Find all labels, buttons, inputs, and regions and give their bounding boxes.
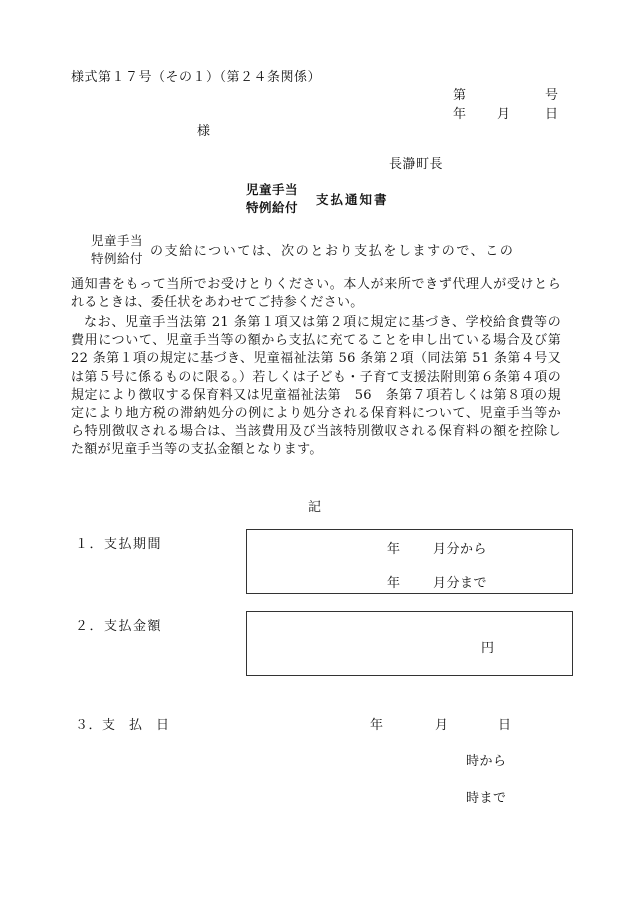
amount-unit: 円 bbox=[481, 641, 495, 656]
payment-date-month: 月 bbox=[435, 718, 449, 733]
date-day-label: 日 bbox=[545, 107, 559, 122]
payment-period-box bbox=[246, 529, 573, 594]
payment-time-to: 時まで bbox=[466, 791, 507, 806]
payment-date-year: 年 bbox=[370, 718, 384, 733]
addressee-honorific: 様 bbox=[197, 124, 211, 139]
period-to-year: 年 bbox=[387, 576, 401, 591]
payment-amount-box bbox=[246, 611, 573, 676]
document-number-label: 第 bbox=[453, 88, 467, 103]
intro-stack-line2: 特例給付 bbox=[91, 251, 144, 266]
date-year-label: 年 bbox=[453, 107, 467, 122]
body-paragraph-2: なお、児童手当法第 21 条第１項又は第２項に規定に基づき、学校給食費等の費用について、児童手当等の額から支払に充てることを申し出ている場合及び第 22 条第１項の規定に基づき、児童福祉法第 56 条第２項（同法第 51 条第４号又は第５号に係るものに限る。）若しくは子ども・子育て支援法附則第６条第４項の規定により徴収する保育料又は児童福祉法第 56 条第７項若しくは第８項の規定により地方税の滞納処分の例により処分される保育料について、児童手当等から特別徴収される場合は、当該費用及び当該特別徴収される保育料の額を控除した額が児童手当等の支払金額となります。 bbox=[71, 315, 561, 458]
title-stack-line1: 児童手当 bbox=[246, 182, 299, 197]
period-to-label: 月分まで bbox=[433, 576, 488, 591]
payment-amount-label: ２．支払金額 bbox=[75, 619, 163, 634]
form-id: 様式第１７号（その１）（第２４条関係） bbox=[71, 70, 322, 85]
payment-date-day: 日 bbox=[498, 718, 512, 733]
title-stack-line2: 特例給付 bbox=[246, 200, 299, 215]
document-number-suffix: 号 bbox=[545, 88, 559, 103]
intro-sentence: の支給については、次のとおり支払をしますので、この bbox=[150, 244, 515, 259]
payment-date-label: ３．支 払 日 bbox=[75, 718, 170, 733]
body-paragraph-1: 通知書をもって当所でお受けとりください。本人が来所できず代理人が受けとられるときは、委任状をあわせてご持参ください。 bbox=[71, 277, 561, 311]
date-month-label: 月 bbox=[497, 107, 511, 122]
period-from-label: 月分から bbox=[433, 542, 488, 557]
payment-time-from: 時から bbox=[466, 754, 507, 769]
intro-stack-line1: 児童手当 bbox=[91, 233, 144, 248]
period-from-year: 年 bbox=[387, 542, 401, 557]
ki-heading: 記 bbox=[308, 500, 322, 515]
payment-period-label: １．支払期間 bbox=[75, 537, 163, 552]
page-title: 支払通知書 bbox=[316, 192, 389, 207]
issuer-name: 長瀞町長 bbox=[389, 157, 444, 172]
